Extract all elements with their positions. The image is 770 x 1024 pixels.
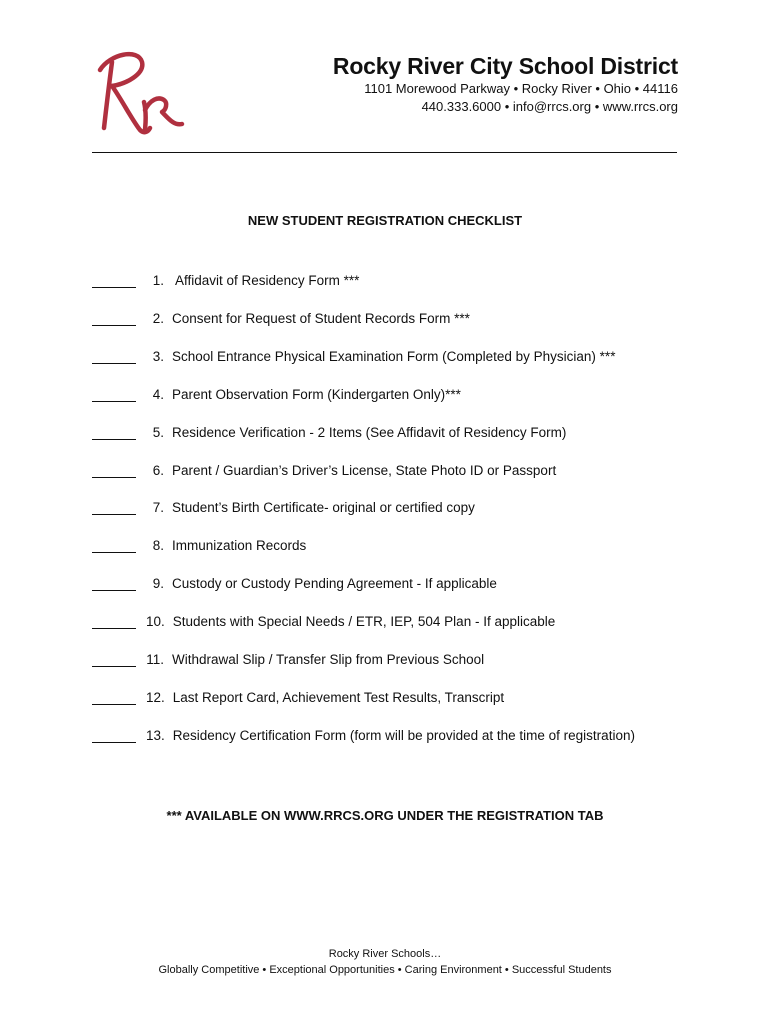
item-number: 6. bbox=[152, 462, 164, 478]
item-number: 5. bbox=[152, 424, 164, 440]
item-text: Residency Certification Form (form will be provided at the time of registration) bbox=[172, 727, 635, 743]
check-blank-line bbox=[92, 501, 136, 515]
item-text: Residence Verification - 2 Items (See Affidavit of Residency Form) bbox=[172, 424, 567, 440]
checklist-item bbox=[92, 306, 470, 326]
item-number: 2. bbox=[152, 310, 164, 326]
item-number: 13. bbox=[146, 727, 165, 743]
item-text: Withdrawal Slip / Transfer Slip from Previous School bbox=[172, 652, 485, 667]
checklist-item bbox=[92, 571, 497, 591]
item-text: Parent Observation Form (Kindergarten Only)*** bbox=[172, 386, 461, 402]
item-number: 3. bbox=[152, 348, 164, 364]
item-text: Student’s Birth Certificate- original or certified copy bbox=[172, 500, 475, 516]
check-blank-line bbox=[92, 274, 136, 288]
checklist-item bbox=[92, 609, 555, 629]
contact-line: 440.333.6000 • info@rrcs.org • www.rrcs.org bbox=[421, 99, 678, 114]
item-text: Immunization Records bbox=[172, 538, 307, 554]
address-line: 1101 Morewood Parkway • Rocky River • Ohio • 44116 bbox=[364, 81, 678, 96]
checklist-item bbox=[92, 344, 615, 364]
district-name: Rocky River City School District bbox=[332, 53, 678, 79]
district-header bbox=[333, 52, 678, 116]
checklist-item bbox=[92, 723, 635, 743]
item-number: 4. bbox=[152, 386, 164, 402]
checklist-item bbox=[92, 647, 484, 667]
page-title: NEW STUDENT REGISTRATION CHECKLIST bbox=[247, 213, 523, 228]
item-text: Last Report Card, Achievement Test Results, Transcript bbox=[172, 689, 505, 705]
check-blank-line bbox=[92, 577, 136, 591]
item-number: 9. bbox=[152, 576, 164, 592]
check-blank-line bbox=[92, 388, 136, 402]
item-text: Consent for Request of Student Records Form *** bbox=[172, 310, 470, 326]
footer-line-2: Globally Competitive • Exceptional Opportunities • Caring Environment • Successful Students bbox=[158, 964, 612, 976]
item-number: 10. bbox=[146, 614, 165, 630]
footer bbox=[0, 946, 770, 978]
header-divider bbox=[92, 152, 677, 153]
item-number: 11. bbox=[146, 652, 164, 667]
item-text: Parent / Guardian’s Driver’s License, State Photo ID or Passport bbox=[172, 462, 557, 478]
item-number: 1. bbox=[152, 273, 164, 288]
check-blank-line bbox=[92, 426, 136, 440]
checklist-item bbox=[92, 420, 566, 440]
district-logo-icon bbox=[82, 40, 186, 140]
available-note: *** AVAILABLE ON WWW.RRCS.ORG UNDER THE REGISTRATION TAB bbox=[166, 808, 604, 823]
checklist-item bbox=[92, 495, 475, 515]
item-text: Students with Special Needs / ETR, IEP, 504 Plan - If applicable bbox=[172, 614, 556, 630]
check-blank-line bbox=[92, 615, 136, 629]
check-blank-line bbox=[92, 312, 136, 326]
item-number: 8. bbox=[152, 538, 164, 554]
check-blank-line bbox=[92, 691, 136, 705]
item-number: 12. bbox=[146, 689, 165, 705]
check-blank-line bbox=[92, 539, 136, 553]
checklist-item bbox=[92, 685, 504, 705]
footer-line-1: Rocky River Schools… bbox=[328, 948, 442, 960]
checklist-item bbox=[92, 458, 556, 478]
check-blank-line bbox=[92, 350, 136, 364]
check-blank-line bbox=[92, 729, 136, 743]
item-text: School Entrance Physical Examination Form (Completed by Physician) *** bbox=[172, 348, 616, 364]
checklist-item bbox=[92, 533, 306, 553]
check-blank-line bbox=[92, 464, 136, 478]
item-number: 7. bbox=[152, 500, 164, 516]
item-text: Custody or Custody Pending Agreement - If applicable bbox=[172, 576, 497, 592]
checklist-item bbox=[92, 382, 461, 402]
check-blank-line bbox=[92, 653, 136, 667]
item-text: Affidavit of Residency Form *** bbox=[172, 273, 360, 288]
checklist-item bbox=[92, 268, 359, 288]
